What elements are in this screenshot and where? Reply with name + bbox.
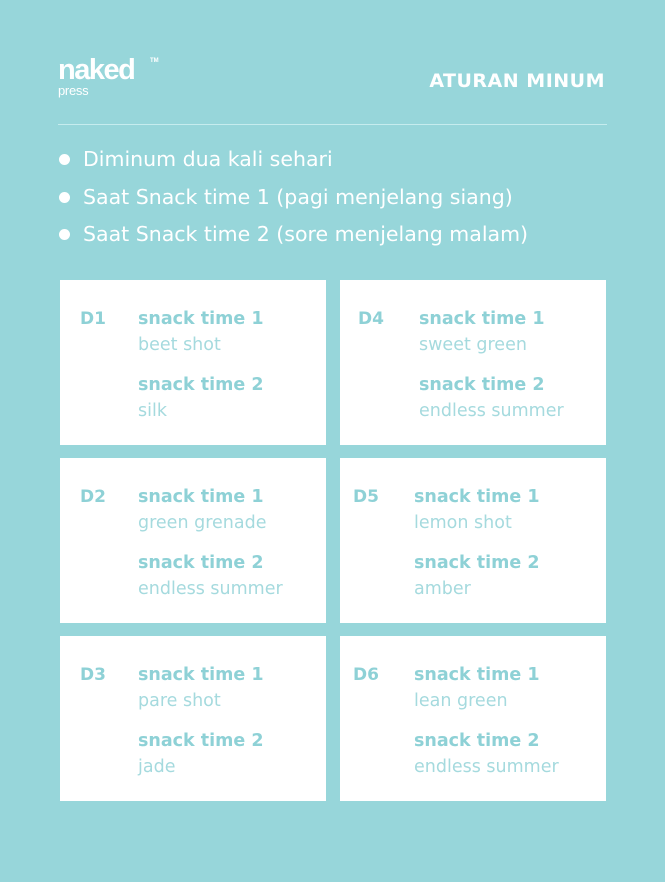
rule-text: Diminum dua kali sehari: [83, 147, 333, 171]
snack-time-1-label: snack time 1: [138, 309, 264, 329]
snack-plan: [138, 662, 264, 780]
rule-text: Saat Snack time 2 (sore menjelang malam): [83, 222, 529, 246]
snack-time-1-label: snack time 1: [419, 309, 545, 329]
rules-list: [58, 141, 528, 254]
brand-logo: [58, 54, 159, 98]
snack-time-1-drink: green grenade: [138, 513, 267, 533]
snack-time-2-drink: silk: [138, 401, 167, 421]
snack-time-2-drink: endless summer: [414, 757, 559, 777]
day-label: D2: [80, 487, 106, 507]
day-card-d3: [60, 636, 326, 801]
snack-plan: [419, 306, 564, 424]
day-card-d2: [60, 458, 326, 623]
day-label: D5: [353, 487, 379, 507]
snack-time-2-label: snack time 2: [419, 375, 545, 395]
brand-subtitle: press: [58, 83, 89, 98]
snack-time-2-drink: endless summer: [138, 579, 283, 599]
snack-time-1-drink: lemon shot: [414, 513, 512, 533]
day-label: D4: [358, 309, 384, 329]
rule-item: [58, 216, 528, 254]
snack-time-2-label: snack time 2: [138, 731, 264, 751]
day-card-d4: [340, 280, 606, 445]
day-label: D3: [80, 665, 106, 685]
snack-time-2-drink: endless summer: [419, 401, 564, 421]
snack-time-1-label: snack time 1: [138, 665, 264, 685]
snack-time-2-label: snack time 2: [414, 731, 540, 751]
snack-plan: [414, 662, 559, 780]
brand-name: naked: [58, 54, 135, 86]
snack-time-1-drink: pare shot: [138, 691, 221, 711]
snack-time-2-label: snack time 2: [138, 553, 264, 573]
snack-time-1-label: snack time 1: [414, 487, 540, 507]
snack-time-2-drink: jade: [138, 757, 176, 777]
snack-plan: [138, 484, 283, 602]
snack-time-2-label: snack time 2: [138, 375, 264, 395]
bullet-icon: [59, 229, 70, 240]
snack-time-1-drink: beet shot: [138, 335, 221, 355]
snack-plan: [414, 484, 540, 602]
page-title: ATURAN MINUM: [429, 70, 605, 92]
snack-time-1-label: snack time 1: [414, 665, 540, 685]
day-label: D1: [80, 309, 106, 329]
snack-time-2-drink: amber: [414, 579, 471, 599]
rule-text: Saat Snack time 1 (pagi menjelang siang): [83, 184, 513, 209]
day-label: D6: [353, 665, 379, 685]
bullet-icon: [59, 154, 70, 165]
snack-time-2-label: snack time 2: [414, 553, 540, 573]
snack-time-1-label: snack time 1: [138, 487, 264, 507]
brand-trademark: TM: [150, 58, 159, 64]
snack-plan: [138, 306, 264, 424]
day-card-d1: [60, 280, 326, 445]
header-divider: [58, 124, 607, 125]
day-card-d5: [340, 458, 606, 623]
day-card-d6: [340, 636, 606, 801]
snack-time-1-drink: lean green: [414, 691, 508, 711]
rule-item: [58, 141, 528, 179]
snack-time-1-drink: sweet green: [419, 335, 527, 355]
bullet-icon: [59, 192, 70, 203]
rule-item: [58, 179, 528, 217]
